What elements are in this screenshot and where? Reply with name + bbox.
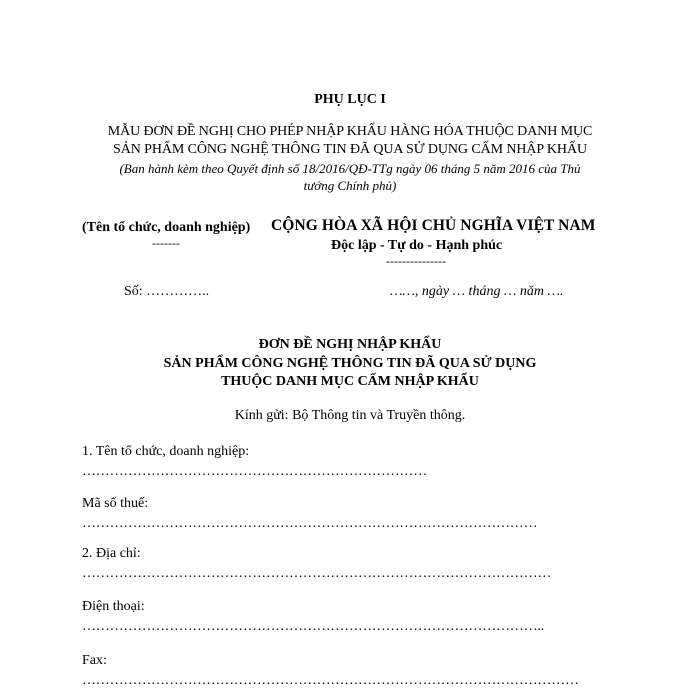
organization-name-label: 1. Tên tổ chức, doanh nghiệp: [82, 444, 250, 459]
fax-label: Fax: [82, 653, 107, 668]
national-title: CỘNG HÒA XÃ HỘI CHỦ NGHĨA VIỆT NAM [271, 217, 596, 234]
document-number-field: Số: ………….. [124, 284, 210, 299]
appendix-title: PHỤ LỤC I [314, 92, 386, 107]
phone-label: Điện thoại: [82, 599, 145, 614]
organization-name-placeholder: (Tên tổ chức, doanh nghiệp) [82, 220, 251, 235]
address-blank: ………………………………………………………………………………………… [82, 566, 552, 581]
address-label: 2. Địa chỉ: [82, 546, 141, 561]
tax-code-label: Mã số thuế: [82, 496, 149, 511]
form-title-line-2: SẢN PHẨM CÔNG NGHỆ THÔNG TIN ĐÃ QUA SỬ DỤNG CẤM NHẬP KHẨU [113, 142, 587, 157]
fax-blank: ……………………………………………………………………………………………… [82, 673, 579, 688]
organization-rule: ------- [152, 236, 180, 250]
request-title-line-2: SẢN PHẨM CÔNG NGHỆ THÔNG TIN ĐÃ QUA SỬ DỤNG [163, 356, 537, 371]
tax-code-blank: ……………………………………………………………………………………… [82, 516, 538, 531]
request-title-line-1: ĐƠN ĐỀ NGHỊ NHẬP KHẨU [258, 337, 442, 352]
national-motto: Độc lập - Tự do - Hạnh phúc [331, 238, 503, 253]
form-title-line-1: MẪU ĐƠN ĐỀ NGHỊ CHO PHÉP NHẬP KHẨU HÀNG HÓA THUỘC DANH MỤC [107, 124, 593, 139]
phone-blank: ……………………………………………………………………………………….. [82, 619, 545, 634]
salutation: Kính gửi: Bộ Thông tin và Truyền thông. [234, 408, 466, 423]
date-field: ……, ngày … tháng … năm …. [390, 284, 564, 299]
issuance-note-line-2: tướng Chính phủ) [303, 178, 397, 193]
organization-name-blank: ………………………………………………………………… [82, 464, 428, 479]
motto-rule: --------------- [386, 254, 446, 268]
request-title-line-3: THUỘC DANH MỤC CẤM NHẬP KHẨU [221, 374, 479, 389]
issuance-note-line-1: (Ban hành kèm theo Quyết định số 18/2016/QĐ-TTg ngày 06 tháng 5 năm 2016 của Thủ [119, 161, 581, 176]
